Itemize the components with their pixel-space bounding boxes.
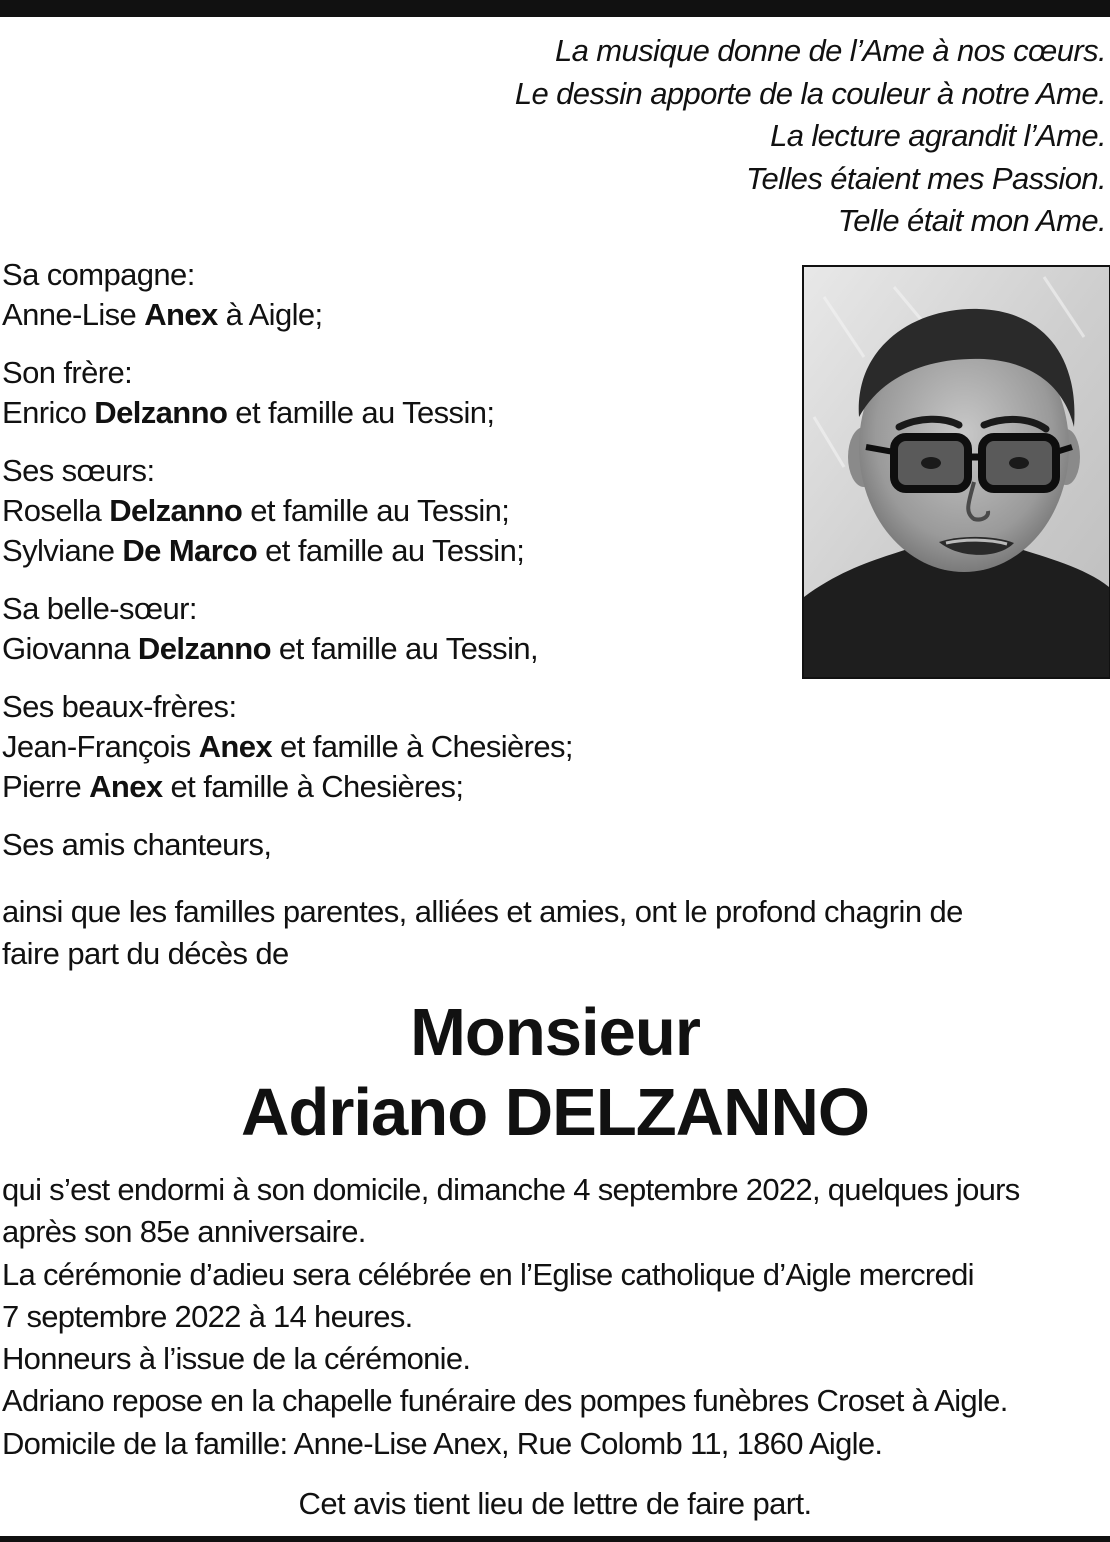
announcement-line: ainsi que les familles parentes, alliées et amies, ont le profond chagrin de	[2, 894, 963, 929]
last-name: De Marco	[122, 533, 258, 568]
first-name: Enrico	[2, 395, 95, 430]
family-list	[2, 255, 573, 883]
friends-line: Ses amis chanteurs,	[2, 827, 272, 862]
first-name: Giovanna	[2, 631, 138, 666]
closing-note: Cet avis tient lieu de lettre de faire part.	[298, 1486, 812, 1521]
sister-in-law-label: Sa belle-sœur:	[2, 591, 197, 626]
poem-line: Telle était mon Ame.	[837, 203, 1106, 238]
announcement	[2, 891, 1102, 975]
brother-group	[2, 353, 573, 433]
details-line: après son 85e anniversaire.	[2, 1214, 366, 1250]
first-name: Rosella	[2, 493, 110, 528]
last-name: Anex	[198, 729, 273, 764]
last-name: Delzanno	[137, 631, 271, 666]
details-line: Adriano repose en la chapelle funéraire des pompes funèbres Croset à Aigle.	[2, 1383, 1008, 1419]
details-line: 7 septembre 2022 à 14 heures.	[2, 1298, 413, 1334]
companion-label: Sa compagne:	[2, 257, 195, 292]
portrait-photo	[802, 265, 1110, 679]
bottom-rule	[0, 1536, 1110, 1542]
friends-group	[2, 825, 573, 865]
entry-rest: et famille au Tessin,	[270, 631, 539, 666]
entry-rest: et famille à Chesières;	[162, 769, 464, 804]
last-name: Anex	[89, 769, 163, 804]
brother-entry	[2, 393, 573, 433]
details-line: qui s’est endormi à son domicile, dimanche 4 septembre 2022, quelques jours	[2, 1172, 1020, 1207]
brother-in-law-entry	[2, 767, 573, 807]
deceased-title: Monsieur	[410, 995, 700, 1070]
last-name: Anex	[144, 297, 218, 332]
details-line: La cérémonie d’adieu sera célébrée en l’Eglise catholique d’Aigle mercredi	[2, 1256, 974, 1292]
announcement-line: faire part du décès de	[2, 936, 289, 971]
top-rule	[0, 0, 1110, 17]
first-name: Jean-François	[2, 729, 199, 764]
details-line: Domicile de la famille: Anne-Lise Anex, Rue Colomb 11, 1860 Aigle.	[2, 1425, 883, 1461]
brothers-in-law-group	[2, 687, 573, 807]
last-name: Delzanno	[109, 493, 243, 528]
poem-line: La lecture agrandit l’Ame.	[770, 118, 1106, 153]
portrait-illustration	[804, 267, 1109, 677]
deceased-name: Adriano DELZANNO	[241, 1075, 869, 1150]
brother-label: Son frère:	[2, 355, 133, 390]
first-name: Sylviane	[2, 533, 123, 568]
brother-in-law-entry	[2, 727, 573, 767]
first-name: Pierre	[2, 769, 90, 804]
entry-rest: à Aigle;	[217, 297, 323, 332]
sisters-label: Ses sœurs:	[2, 453, 155, 488]
details-line: Honneurs à l’issue de la cérémonie.	[2, 1341, 471, 1377]
entry-rest: et famille au Tessin;	[242, 493, 510, 528]
poem-line: Telles étaient mes Passion.	[745, 160, 1106, 196]
poem-line: Le dessin apporte de la couleur à notre Ame.	[514, 75, 1106, 111]
sisters-group	[2, 451, 573, 571]
last-name: Delzanno	[94, 395, 228, 430]
entry-rest: et famille au Tessin;	[227, 395, 495, 430]
entry-rest: et famille au Tessin;	[257, 533, 525, 568]
sister-entry	[2, 491, 573, 531]
brothers-in-law-label: Ses beaux-frères:	[2, 689, 237, 724]
poem-line: La musique donne de l’Ame à nos cœurs.	[554, 33, 1106, 68]
first-name: Anne-Lise	[2, 297, 145, 332]
poem	[515, 30, 1106, 243]
sister-in-law-entry	[2, 629, 573, 669]
sister-entry	[2, 531, 573, 571]
entry-rest: et famille à Chesières;	[272, 729, 573, 764]
ceremony-details	[2, 1169, 1110, 1465]
sister-in-law-group	[2, 589, 573, 669]
companion-entry	[2, 295, 573, 335]
deceased-name-block	[0, 993, 1110, 1153]
companion-group	[2, 255, 573, 335]
